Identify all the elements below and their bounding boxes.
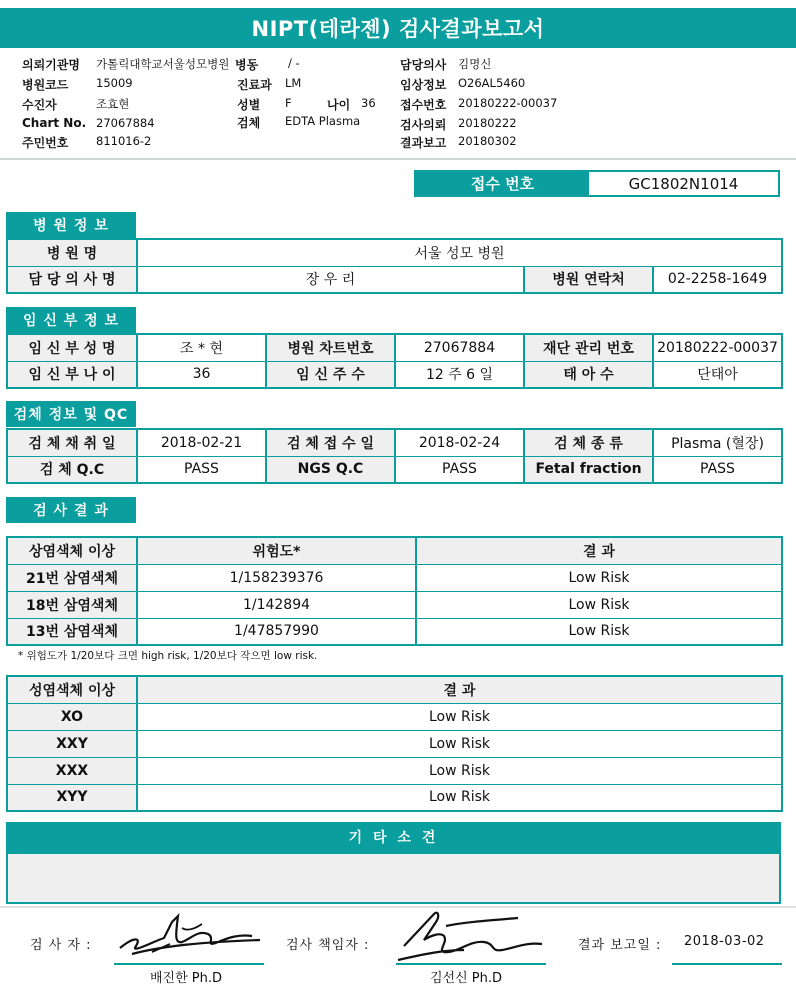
- cell-value: 27067884: [395, 334, 524, 361]
- cell-label: XYY: [7, 784, 137, 811]
- cell-label: 13번 삼염색체: [7, 618, 137, 645]
- cell-label: 임 신 부 성 명: [7, 334, 137, 361]
- responsible-signature: [394, 906, 546, 966]
- cell-label: 21번 삼염색체: [7, 564, 137, 591]
- cell-label: 18번 삼염색체: [7, 591, 137, 618]
- responsible-label: 검사 책임자 :: [286, 938, 370, 953]
- cell-value: PASS: [395, 456, 524, 483]
- header-label: 병원코드: [22, 78, 69, 92]
- header-value: 조효현: [96, 97, 130, 111]
- sex-chromosome-table: [6, 675, 783, 812]
- cell-value: 2018-02-24: [395, 429, 524, 456]
- cell-value: Low Risk: [416, 564, 782, 591]
- examiner-signature: [112, 908, 264, 962]
- cell-value: PASS: [137, 456, 266, 483]
- table-row: [7, 703, 782, 730]
- section-test-results: 검 사 결 과: [6, 497, 136, 523]
- header-label: 병동: [235, 58, 259, 72]
- report-title: NIPT(테라젠) 검사결과보고서: [0, 8, 796, 48]
- cell-value: 20180222-00037: [653, 334, 782, 361]
- header-label: 나이: [327, 98, 351, 112]
- header-value: F: [285, 96, 292, 110]
- patient-header: [0, 48, 796, 160]
- section-specimen-qc: 검체 정보 및 QC: [6, 401, 136, 427]
- header-label: 검체: [237, 116, 261, 130]
- hospital-table: [6, 238, 783, 294]
- column-header: 결 과: [137, 676, 782, 703]
- header-label: 수진자: [22, 98, 57, 112]
- cell-label: 재단 관리 번호: [524, 334, 653, 361]
- hospital-name-value: 서울 성모 병원: [137, 239, 782, 266]
- table-row: [7, 564, 782, 591]
- header-value: / -: [288, 56, 300, 70]
- header-label: 성별: [237, 98, 261, 112]
- header-value: 김명신: [458, 57, 492, 71]
- column-header: 결 과: [416, 537, 782, 564]
- hospital-name-label: 병 원 명: [7, 239, 137, 266]
- cell-value: PASS: [653, 456, 782, 483]
- autosome-results-table: [6, 536, 783, 646]
- receipt-value: GC1802N1014: [628, 174, 739, 193]
- header-value: 36: [361, 96, 376, 110]
- cell-label: XXX: [7, 757, 137, 784]
- header-value: 가톨릭대학교서울성모병원: [96, 57, 230, 71]
- cell-label: NGS Q.C: [266, 456, 395, 483]
- table-row: [7, 757, 782, 784]
- risk-footnote: * 위험도가 1/20보다 크면 high risk, 1/20보다 작으면 low risk.: [18, 650, 318, 662]
- cell-label: XO: [7, 703, 137, 730]
- examiner-name: 배진한 Ph.D: [150, 971, 223, 986]
- column-header: 성염색체 이상: [7, 676, 137, 703]
- cell-label: 검 체 Q.C: [7, 456, 137, 483]
- cell-value: 단태아: [653, 361, 782, 388]
- misc-findings-box: [6, 852, 781, 904]
- cell-value: 1/142894: [137, 591, 416, 618]
- cell-value: Low Risk: [416, 591, 782, 618]
- header-value: 27067884: [96, 116, 155, 130]
- header-value: 15009: [96, 76, 133, 90]
- header-label: 담당의사: [400, 58, 447, 72]
- cell-value: 1/47857990: [137, 618, 416, 645]
- cell-value: Low Risk: [137, 703, 782, 730]
- header-label: 임상정보: [400, 78, 447, 92]
- contact-label: 병원 연락처: [524, 266, 653, 293]
- cell-label: XXY: [7, 730, 137, 757]
- cell-value: 36: [137, 361, 266, 388]
- doctor-label: 담 당 의 사 명: [7, 266, 137, 293]
- cell-value: Low Risk: [137, 730, 782, 757]
- report-date-label: 결과 보고일 :: [578, 938, 662, 953]
- responsible-underline: [396, 963, 546, 965]
- column-header: 상염색체 이상: [7, 537, 137, 564]
- column-header: 위험도*: [137, 537, 416, 564]
- table-row: [7, 784, 782, 811]
- receipt-label: 접수 번호: [416, 172, 589, 195]
- table-row: [7, 730, 782, 757]
- header-value: 20180222: [458, 116, 517, 130]
- pregnant-table: [6, 333, 783, 389]
- cell-value: Low Risk: [137, 784, 782, 811]
- cell-value: 12 주 6 일: [395, 361, 524, 388]
- cell-label: 검 체 접 수 일: [266, 429, 395, 456]
- header-label: 접수번호: [400, 98, 447, 112]
- header-value: O26AL5460: [458, 76, 526, 90]
- cell-label: 검 체 종 류: [524, 429, 653, 456]
- responsible-name: 김선신 Ph.D: [430, 971, 503, 986]
- header-value: EDTA Plasma: [285, 114, 361, 128]
- header-value: LM: [285, 76, 302, 90]
- cell-label: 임 신 부 나 이: [7, 361, 137, 388]
- misc-findings-header: 기 타 소 견: [6, 822, 781, 852]
- section-pregnant-info: 임 신 부 정 보: [6, 307, 136, 333]
- cell-label: Fetal fraction: [524, 456, 653, 483]
- report-date-value: 2018-03-02: [684, 934, 765, 949]
- header-label: 의뢰기관명: [22, 58, 80, 72]
- header-value: 811016-2: [96, 134, 152, 148]
- cell-value: 1/158239376: [137, 564, 416, 591]
- header-label: 진료과: [237, 78, 272, 92]
- table-row: [7, 618, 782, 645]
- doctor-value: 장 우 리: [137, 266, 524, 293]
- cell-label: 태 아 수: [524, 361, 653, 388]
- cell-value: 2018-02-21: [137, 429, 266, 456]
- specimen-table: [6, 428, 783, 484]
- cell-label: 임 신 주 수: [266, 361, 395, 388]
- cell-value: Low Risk: [416, 618, 782, 645]
- receipt-number-box: [414, 170, 780, 197]
- header-label: 결과보고: [400, 136, 447, 150]
- header-value: 20180302: [458, 134, 517, 148]
- examiner-underline: [114, 963, 264, 965]
- cell-value: Plasma (혈장): [653, 429, 782, 456]
- cell-label: 병원 차트번호: [266, 334, 395, 361]
- contact-value: 02-2258-1649: [653, 266, 782, 293]
- header-label: Chart No.: [22, 116, 87, 130]
- cell-label: 검 체 채 취 일: [7, 429, 137, 456]
- header-label: 주민번호: [22, 136, 69, 150]
- header-value: 20180222-00037: [458, 96, 558, 110]
- header-label: 검사의뢰: [400, 118, 447, 132]
- section-hospital-info: 병 원 정 보: [6, 212, 136, 238]
- cell-value: Low Risk: [137, 757, 782, 784]
- report-date-underline: [672, 963, 782, 965]
- examiner-label: 검 사 자 :: [30, 938, 92, 953]
- table-row: [7, 591, 782, 618]
- cell-value: 조 * 현: [137, 334, 266, 361]
